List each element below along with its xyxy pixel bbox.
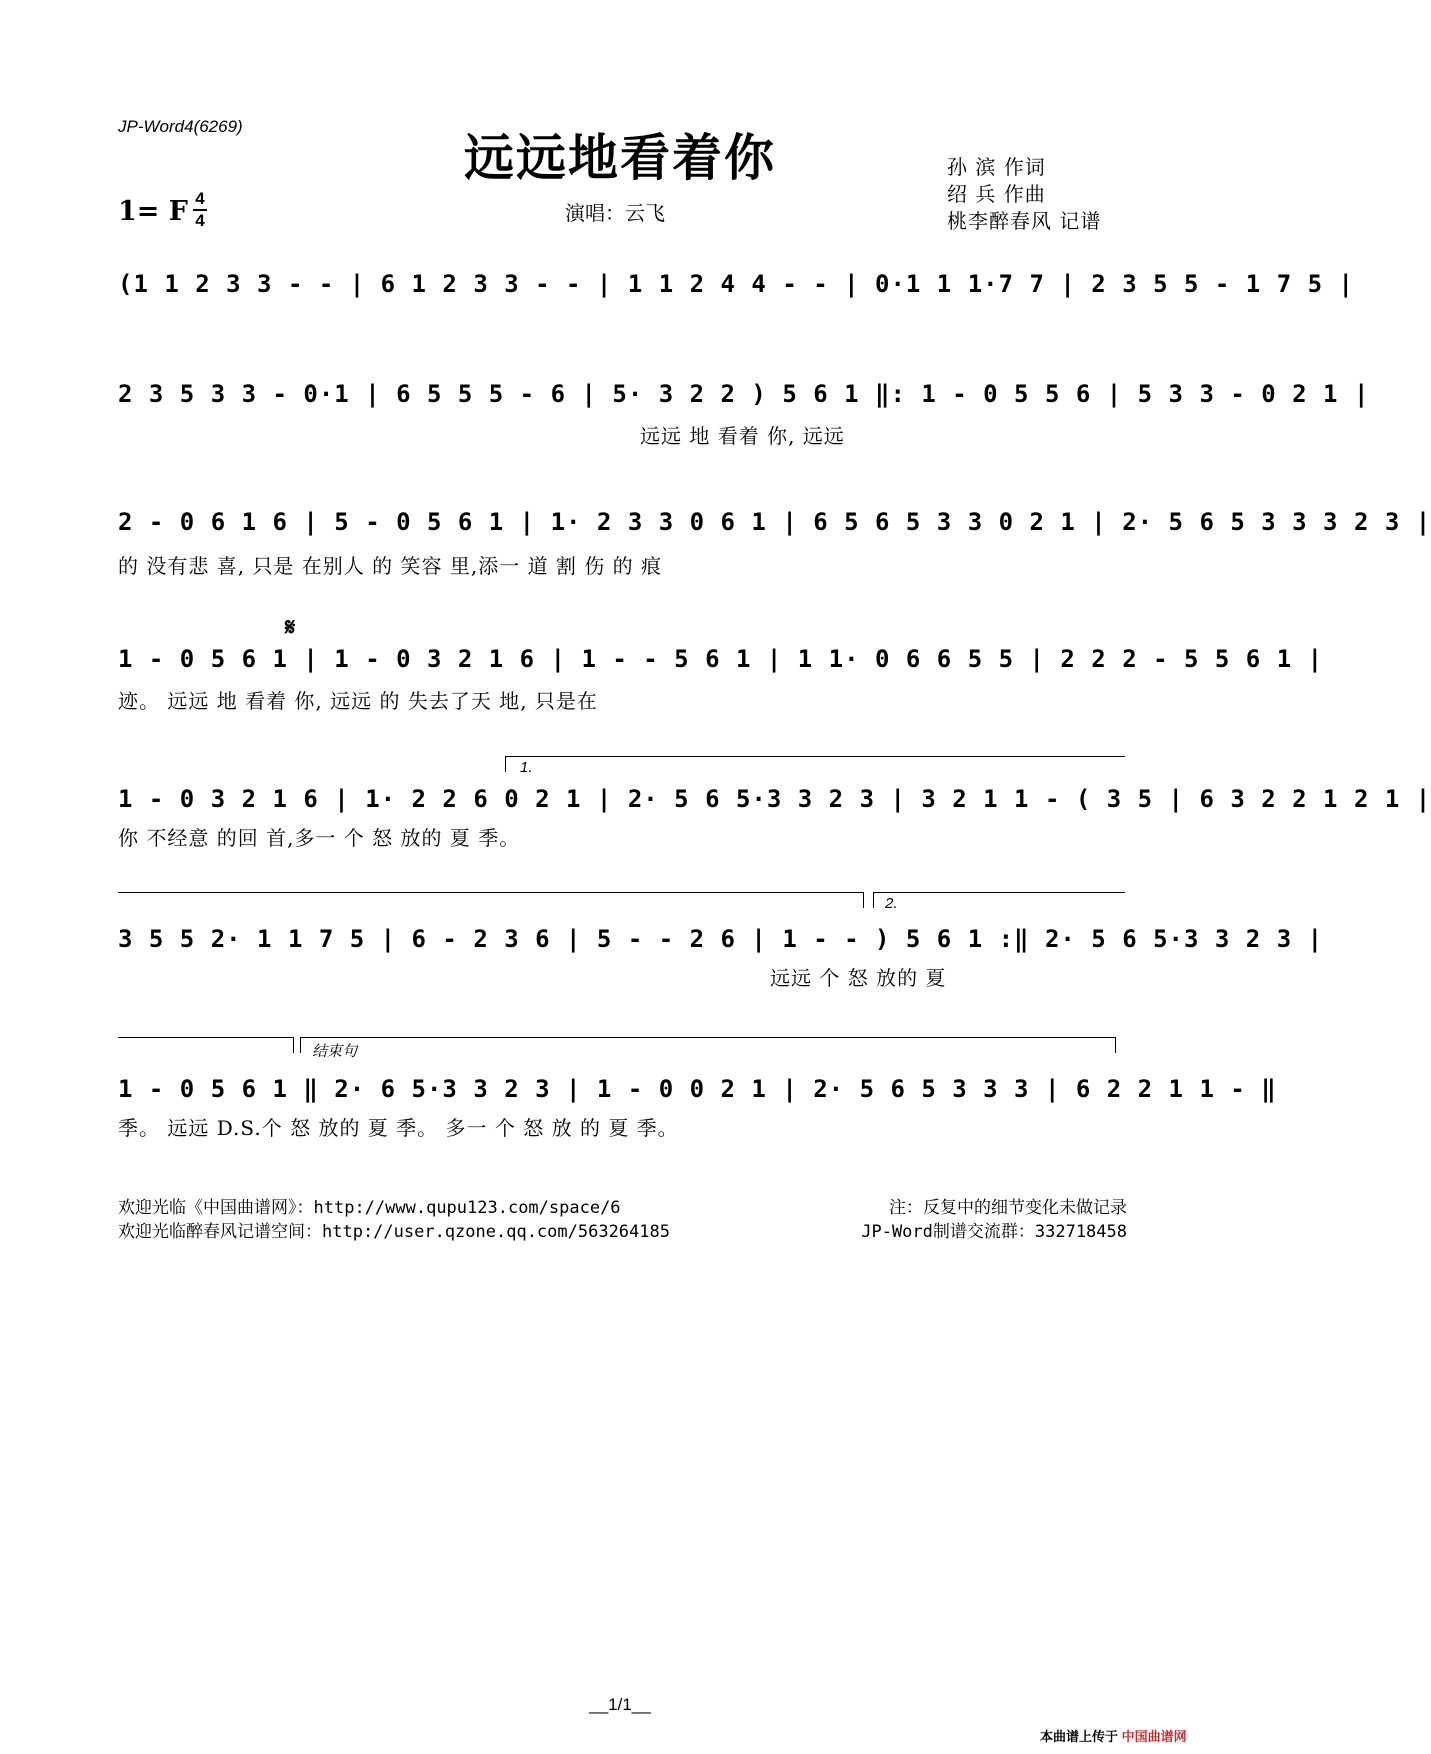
- lyrics-line-4: 迹。 远远 地 看着 你, 远远 的 失去了天 地, 只是在: [118, 689, 598, 713]
- lyrics-line-3: 的 没有悲 喜, 只是 在别人 的 笑容 里,添一 道 割 伤 的 痕: [118, 554, 663, 578]
- transcriber-credit: 桃李醉春风 记谱: [947, 209, 1102, 233]
- second-ending-end-tick: [293, 1037, 294, 1053]
- time-signature-bottom: 4: [195, 211, 205, 230]
- lyricist-credit: 孙 滨 作词: [947, 155, 1046, 179]
- coda-label: 结束句: [312, 1042, 358, 1060]
- notation-line-6: 3 5 5 2· 1 1 7 5 | 6 - 2 3 6 | 5 - - 2 6 | 1 - - ) 5 6 1 :‖ 2· 5 6 5·3 3 2 3 |: [118, 925, 1324, 953]
- upload-credit: [1040, 1726, 1187, 1745]
- coda-end-tick: [1115, 1037, 1116, 1053]
- first-ending-label: 1.: [520, 759, 533, 776]
- first-ending-end-tick: [863, 892, 864, 908]
- coda-bracket: [300, 1037, 1115, 1038]
- singer-label: 演唱：云飞: [565, 201, 665, 225]
- second-ending-bracket-cont: [118, 1037, 293, 1038]
- first-ending-bracket: [505, 756, 1125, 757]
- score-title: 远远地看着你: [464, 128, 776, 187]
- credits-block: [947, 154, 1101, 235]
- notation-line-2: 2 3 5 3 3 - 0·1 | 6 5 5 5 - 6 | 5· 3 2 2 ) 5 6 1 ‖: 1 - 0 5 5 6 | 5 3 3 - 0 2 1 |: [118, 380, 1370, 408]
- footer-note-repeat: 注：反复中的细节变化未做记录: [889, 1198, 1127, 1218]
- site-logo[interactable]: 中国曲谱网: [1121, 1729, 1187, 1744]
- second-ending-label: 2.: [885, 895, 898, 912]
- second-ending-bracket: [873, 892, 1125, 893]
- footer-link-qzone[interactable]: 欢迎光临醉春风记谱空间：http://user.qzone.qq.com/563264185: [118, 1222, 670, 1242]
- composer-credit: 绍 兵 作曲: [947, 182, 1046, 206]
- notation-line-7: 1 - 0 5 6 1 ‖ 2· 6 5·3 3 2 3 | 1 - 0 0 2 1 | 2· 5 6 5 3 3 3 | 6 2 2 1 1 - ‖: [118, 1075, 1277, 1103]
- software-label: JP-Word4(6269): [118, 117, 243, 136]
- lyrics-line-2: 远远 地 看着 你, 远远: [640, 424, 845, 448]
- notation-line-1: (1 1 2 3 3 - - | 6 1 2 3 3 - - | 1 1 2 4 4 - - | 0·1 1 1·7 7 | 2 3 5 5 - 1 7 5 |: [118, 270, 1354, 298]
- segno-sign: 𝄋: [285, 612, 296, 641]
- page-number: __1/1__: [589, 1695, 651, 1714]
- lyrics-line-6: 远远 个 怒 放的 夏: [770, 966, 947, 990]
- first-ending-tick: [505, 756, 506, 772]
- footer-note-group: JP-Word制谱交流群：332718458: [861, 1222, 1127, 1242]
- second-ending-tick: [873, 892, 874, 908]
- lyrics-line-5: 你 不经意 的回 首,多一 个 怒 放的 夏 季。: [118, 826, 521, 850]
- coda-tick: [300, 1037, 301, 1053]
- notation-line-5: 1 - 0 3 2 1 6 | 1· 2 2 6 0 2 1 | 2· 5 6 5·3 3 2 3 | 3 2 1 1 - ( 3 5 | 6 3 2 2 1 2 1 |: [118, 785, 1431, 813]
- time-signature-top: 4: [195, 189, 205, 208]
- time-signature: [193, 190, 207, 230]
- notation-line-3: 2 - 0 6 1 6 | 5 - 0 5 6 1 | 1· 2 3 3 0 6 1 | 6 5 6 5 3 3 0 2 1 | 2· 5 6 5 3 3 3 2 3 |: [118, 508, 1431, 536]
- notation-line-4: 1 - 0 5 6 1 | 1 - 0 3 2 1 6 | 1 - - 5 6 1 | 1 1· 0 6 6 5 5 | 2 2 2 - 5 5 6 1 |: [118, 645, 1324, 673]
- footer-links: [118, 1196, 670, 1244]
- footer-link-qupu[interactable]: 欢迎光临《中国曲谱网》：http://www.qupu123.com/space/6: [118, 1198, 621, 1218]
- upload-note: 本曲谱上传于: [1040, 1729, 1119, 1744]
- lyrics-line-7: 季。 远远 D.S.个 怒 放的 夏 季。 多一 个 怒 放 的 夏 季。: [118, 1116, 679, 1140]
- footer-notes: [822, 1196, 1127, 1244]
- first-ending-bracket-cont: [118, 892, 863, 893]
- key-signature: 1= F: [118, 196, 188, 227]
